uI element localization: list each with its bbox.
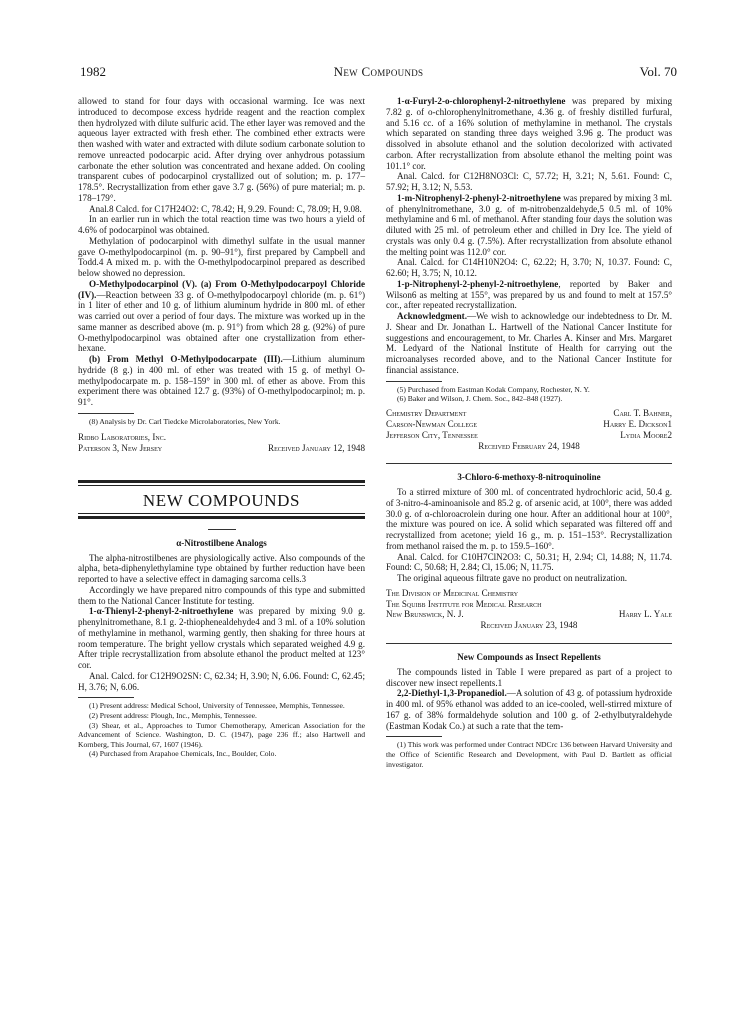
paragraph (78, 279, 365, 354)
running-header (80, 64, 677, 82)
article-title: New Compounds as Insect Repellents (457, 652, 601, 663)
footnote: (2) Present address: Plough, Inc., Memphis, Tennessee. (89, 710, 257, 720)
affiliation: Ridbo Laboratories, Inc. (78, 432, 166, 443)
paragraph-body: —Lithium aluminum hydride (8 g.) in 400 ml. of ether was treated with 15 g. of methyl O-methylpodocarpate m. p. 158–159° in 300 ml. of ether as above. From this experiment there was obtained 12.7 g. (93%) of O-methylpodocarpinol; m. p. 91°. (78, 354, 365, 407)
affiliation: New Brunswick, N. J. (386, 609, 464, 620)
divider (386, 643, 672, 644)
author-name: Lydia Moore2 (620, 429, 672, 440)
divider (386, 463, 672, 464)
footnote-rule (78, 697, 134, 698)
paragraph (386, 96, 672, 171)
paragraph: To a stirred mixture of 300 ml. of concentrated hydrochloric acid, 50.4 g. of 3-nitro-4-aminoanisole and 85.2 g. of arsenic acid, at 100°, there was added 30.0 g. of α-chloroacrolein during one hour. After an additional hour at 100°, the mixture was poured on ice. A solid which separated was filtered off and recrystallized from acetone; yield 16 g., m. p. 151–153°. Recrystallization from methanol raised the m. p. to 159.5–160°. (386, 487, 672, 551)
paragraph-body: , reported by Baker and Wilson6 as melting at 155°, was prepared by us and found to melt at 157.5° cor., after repeated recrystallization. (386, 278, 672, 311)
paragraph (78, 354, 365, 408)
affiliation: The Division of Medicinal Chemistry (386, 587, 519, 598)
paragraph (386, 193, 672, 258)
received-date: Received February 24, 1948 (478, 440, 580, 451)
analysis-line: Anal.8 Calcd. for C17H24O2: C, 78.42; H, 9.29. Found: C, 78.09; H, 9.08. (89, 203, 362, 214)
analysis-line: Anal. Calcd. for C12H9O2SN: C, 62.34; H, 3.90; N, 6.06. Found: C, 62.45; H, 3.76; N, 6.06. (78, 670, 365, 692)
author-name: Harry L. Yale (618, 609, 672, 620)
footnote: (4) Purchased from Arapahoe Chemicals, Inc., Boulder, Colo. (89, 749, 277, 759)
received-date: Received January 12, 1948 (268, 443, 365, 454)
affiliation: Chemistry Department (386, 407, 467, 418)
affiliation: Paterson 3, New Jersey (78, 443, 163, 454)
compound-heading: 2,2-Diethyl-1,3-Propanediol. (397, 688, 507, 699)
article-title: 3-Chloro-6-methoxy-8-nitroquinoline (457, 472, 601, 483)
volume-label: Vol. 70 (639, 64, 677, 79)
paragraph: In an earlier run in which the total reaction time was two hours a yield of 4.6% of podocarpinol was obtained. (78, 214, 365, 235)
paragraph (386, 311, 672, 376)
paragraph-body: —A solution of 43 g. of potassium hydroxide in 400 ml. of 95% ethanol was added to an ice-cooled, well-stirred mixture of 167 g. of 38% formaldehyde solution and 100 g. of 2-ethylbutyraldehyde (Eastman Kodak Co.) at such a rate that the tem- (386, 688, 672, 731)
footnote: (6) Baker and Wilson, J. Chem. Soc., 842–848 (1927). (397, 394, 563, 404)
right-column (386, 96, 672, 769)
signature-line (386, 408, 672, 419)
paragraph-body: —We wish to acknowledge our indebtedness to Dr. M. J. Shear and Dr. Jonathan L. Hartwell of the National Cancer Institute for suggestions and encouragement, to Mr. Charles A. Kinser and Mrs. Margaret M. Ledyard of the National Institute of Health for carrying out the microanalyses recorded above, and to the National Cancer Institute for financial assistance. (386, 311, 672, 375)
received-date: Received January 23, 1948 (480, 620, 578, 631)
signature-line (386, 430, 672, 441)
compound-heading: 1-α-Thienyl-2-phenyl-2-nitroethylene (89, 606, 234, 617)
compound-heading: 1-α-Furyl-2-o-chlorophenyl-2-nitroethylene (397, 96, 566, 106)
footnote: (8) Analysis by Dr. Carl Tiedcke Microlaboratories, New York. (89, 416, 281, 426)
paragraph-body: was prepared by mixing 7.82 g. of o-chlorophenylnitromethane, 4.36 g. of freshly distilled furfural, and 5.16 cc. of a 16% solution of methylamine in methanol. The crystals which separated on standing three days weighed 3.96 g. The product was dissolved in absolute ethanol and the solution decolorized with activated carbon. After recrystallization from absolute ethanol the melting point was 101.1° cor. (386, 96, 672, 171)
paragraph-body: —Reaction between 33 g. of O-methylpodocarpoyl chloride (m. p. 61°) in 1 liter of ether and 10 g. of lithium aluminum hydride in 800 ml. of ether was carried out over a period of four days. The mixture was worked up in the same manner as described above (m. p. 91°) from which 28 g. (92%) of pure O-methylpodocarpinol was obtained after one crystallization from ether-hexane. (78, 289, 365, 354)
footnote: (1) This work was performed under Contract NDCrc 136 between Harvard University and the Office of Scientific Research and Development, with Paul D. Bartlett as official investigator. (386, 740, 672, 769)
page-number: 1982 (80, 64, 106, 79)
signature-line (386, 609, 672, 620)
paragraph (386, 279, 672, 311)
compound-heading: 1-p-Nitrophenyl-2-phenyl-2-nitroethylene (397, 278, 559, 289)
left-column (78, 96, 365, 759)
running-title: New Compounds (333, 64, 424, 79)
paragraph (386, 688, 672, 731)
article-title: α-Nitrostilbene Analogs (176, 537, 267, 548)
affiliation-line (78, 443, 365, 454)
paragraph: Methylation of podocarpinol with dimethyl sulfate in the usual manner gave O-methylpodocarpinol (m. p. 90–91°), first prepared by Campbell and Todd.4 A mixed m. p. with the O-methylpodocarpinol prepared as described below showed no depression. (78, 235, 365, 278)
footnote-rule (78, 413, 134, 414)
footnote: (5) Purchased from Eastman Kodak Company, Rochester, N. Y. (397, 384, 590, 394)
compound-heading: (b) From Methyl O-Methylpodocarpate (III). (89, 354, 283, 364)
affiliation: Jefferson City, Tennessee (386, 429, 478, 440)
footnote-rule (386, 381, 442, 382)
analysis-line: Anal. Calcd. for C10H7ClN2O3: C, 50.31; H, 2.94; Cl, 14.88; N, 11.74. Found: C, 50.68; H, 2.84; Cl, 15.06; N, 11.75. (386, 551, 672, 573)
affiliation: Carson-Newman College (386, 418, 477, 429)
compound-heading: O-Methylpodocarpinol (V). (a) From O-Methylpodocarpoyl Chloride (IV). (78, 278, 365, 300)
analysis-line: Anal. Calcd. for C12H8NO3Cl: C, 57.72; H, 3.21; N, 5.61. Found: C, 57.92; H, 3.12; N, 5.53. (386, 171, 672, 192)
footnote: (1) Present address: Medical School, University of Tennessee, Memphis, Tennessee. (89, 701, 345, 711)
analysis-line: Anal. Calcd. for C14H10N2O4: C, 62.22; H, 3.70; N, 10.37. Found: C, 62.60; H, 3.75; N, 10.12. (386, 257, 672, 278)
section-title: NEW COMPOUNDS (78, 485, 365, 514)
paragraph: The alpha-nitrostilbenes are physiologically active. Also compounds of the alpha, beta-diphenylethylamine type obtained by further reduction have been reported to have a selective effect in damaging sarcoma cells.3 (78, 552, 365, 585)
divider (208, 529, 236, 530)
paragraph: The compounds listed in Table I were prepared as part of a project to discover new insect repellents.1 (386, 666, 672, 688)
section-banner (78, 480, 365, 519)
compound-heading: 1-m-Nitrophenyl-2-phenyl-2-nitroethylene (397, 192, 561, 203)
paragraph: Accordingly we have prepared nitro compounds of this type and submitted them to the National Cancer Institute for testing. (78, 584, 365, 606)
paragraph-body: was prepared by mixing 9.0 g. phenylnitromethane, 8.1 g. 2-thiophenealdehyde4 and 3 ml. of a 10% solution of methylamine in methanol, warming gently, then shaking for three hours at room temperature. The bright yellow crystals which separated weighed 4.9 g. After triple recrystallization from absolute ethanol the product melted at 123° cor. (78, 606, 365, 671)
footnote-rule (386, 736, 442, 737)
affiliation: The Squibb Institute for Medical Research (386, 598, 542, 609)
footnote: (3) Shear, et al., Approaches to Tumor Chemotherapy, American Association for the Advancement of Science. Washington, D. C. (1947), page 236 ff.; also Hartwell and Kornberg, This Journal, 67, 1607 (1946). (78, 720, 365, 749)
author-name: Carl T. Bahner, (613, 407, 672, 418)
compound-heading: Acknowledgment. (397, 311, 467, 321)
paragraph (78, 606, 365, 671)
author-name: Harry E. Dickson1 (603, 418, 672, 429)
paragraph: allowed to stand for four days with occasional warming. Ice was next introduced to decompose excess hydride reagent and the reaction complex then hydrolyzed with dilute sulfuric acid. The ether layer was removed and the aqueous layer extracted with fresh ether. The combined ether extracts were then washed with water and extracted with dilute sodium carbonate solution to remove unreacted podocarpic acid. After drying over anhydrous potassium carbonate the ether solution was concentrated and hexane added. On cooling transparent cubes of podocarpinol crystallized out of solution; m. p. 177–178.5°. Recrystallization from ether gave 3.7 g. (56%) of pure material; m. p. 178–179°. (78, 96, 365, 203)
paragraph-body: was prepared by mixing 3 ml. of phenylnitromethane, 3.0 g. of m-nitrobenzaldehyde,5 0.5 ml. of 10% methylamine and 6 ml. of methanol. After standing four days the solution was diluted with 25 ml. of petroleum ether and chilled in Dry Ice. The yield of crystals was only 0.4 g. (7.5%). After recrystallization from absolute ethanol the melting point was 112.0° cor. (386, 192, 672, 257)
signature-line (386, 419, 672, 430)
paragraph: The original aqueous filtrate gave no product on neutralization. (397, 573, 628, 584)
